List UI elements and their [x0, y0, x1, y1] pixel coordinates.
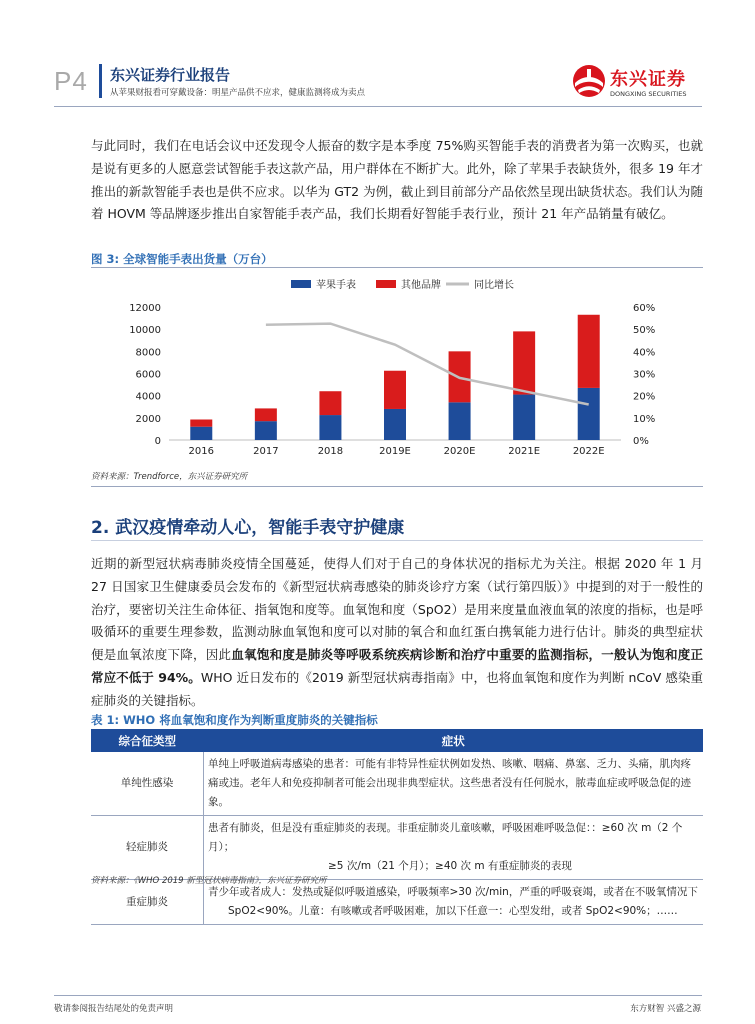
x-tick-label: 2017 — [253, 446, 279, 457]
figure-title: 图 3: 全球智能手表出货量（万台） — [91, 252, 273, 266]
y-axis-right — [633, 303, 655, 447]
bar-other — [578, 315, 600, 388]
table-cell-type: 重症肺炎 — [91, 880, 204, 925]
bar-apple — [255, 421, 277, 440]
footer-slogan: 东方财智 兴盛之源 — [630, 1004, 701, 1014]
paragraph-1: 与此同时，我们在电话会议中还发现令人振奋的数字是本季度 75%购买智能手表的消费者为第一次购买，也就是说有更多的人愿意尝试智能手表这款产品，用户群体在不断扩大。此外，除了苹果手表缺货外，很多 19 年才推出的新款智能手表也是供不应求。以华为 GT2 为例，截止到目前部分产品依然呈现出缺货状态。我们认为随着 HOVM 等品牌逐步推出自家智能手表产品，我们长期看好智能手表行业，预计 21 年产品销量有破亿。 — [91, 138, 703, 222]
y-right-tick-label: 10% — [633, 413, 656, 425]
y-right-tick-label: 30% — [633, 369, 656, 381]
bar-group — [190, 315, 599, 440]
y-left-tick-label: 6000 — [135, 369, 161, 381]
report-subtitle: 从苹果财报看可穿戴设备：明星产品供不应求，健康监测将成为卖点 — [110, 88, 366, 98]
y-left-tick-label: 4000 — [135, 391, 161, 403]
table-cell-symptoms — [204, 880, 704, 925]
x-tick-label: 2022E — [572, 446, 605, 457]
table-cell-type: 轻症肺炎 — [91, 816, 204, 880]
symptom-line: 青少年或者成人：发热或疑似呼吸道感染，呼吸频率>30 次/min，严重的呼吸衰竭，或者在不吸氧情况下 — [208, 886, 698, 898]
table-cell-type: 单纯性感染 — [91, 752, 204, 816]
section-rule — [91, 540, 703, 541]
table-row — [91, 880, 703, 925]
bar-apple — [449, 402, 471, 440]
legend-label-other: 其他品牌 — [401, 280, 441, 291]
y-right-tick-label: 0% — [633, 436, 649, 447]
who-criteria-table — [91, 729, 703, 925]
bar-other — [190, 419, 212, 426]
section-heading: 2. 武汉疫情牵动人心，智能手表守护健康 — [91, 518, 405, 538]
x-tick-label: 2020E — [443, 446, 476, 457]
y-right-tick-label: 60% — [633, 303, 656, 314]
y-left-tick-label: 0 — [154, 436, 161, 447]
paragraph-2-bold: 血氧饱和度是肺炎等呼吸系统疾病诊断和治疗中重要的监测指标，一般认为饱和度正常应不低于 94%。 — [91, 647, 703, 685]
paragraph-2 — [91, 553, 703, 713]
legend-label-apple: 苹果手表 — [316, 280, 356, 291]
legend-swatch-apple — [291, 280, 311, 288]
table-row — [91, 816, 703, 880]
table-cell-symptoms: 单纯上呼吸道病毒感染的患者：可能有非特异性症状例如发热、咳嗽、咽痛、鼻塞、乏力、头痛，肌肉疼痛或违。老年人和免疫抑制者可能会出现非典型症状。这些患者没有任何脱水，脓毒血症或呼吸急促的迹象。 — [204, 752, 704, 816]
header-divider-bar — [99, 64, 102, 98]
symptom-line: SpO2<90%。儿童：有咳嗽或者呼吸困难，加以下任意一：心型发绀，或者 SpO2<90%；…… — [228, 905, 678, 917]
bar-apple — [384, 409, 406, 440]
x-tick-label: 2021E — [508, 446, 541, 457]
y-right-tick-label: 20% — [633, 391, 656, 403]
paragraph-2-text-a: 近期的新型冠状病毒肺炎疫情全国蔓延，使得人们对于自己的身体状况的指标尤为关注。根据 2020 年 1 月 27 日国家卫生健康委员会发布的《新型冠状病毒感染的肺炎诊疗方案（试行第四版）》中提到的对于一般性的治疗，要密切关注生命体征、指氧饱和度等。血氧饱和度（SpO2）是用来度量血液血氧的浓度的指标，也是呼吸循环的重要生理参数，监测动脉血氧饱和度可以对肺的氧合和血红蛋白携氧能力进行估计。肺炎的典型症状便是血氧浓度下降，因此 — [91, 556, 703, 663]
paragraph-2-text-b: WHO 近日发布的《2019 新型冠状病毒指南》中，也将血氧饱和度作为判断 nCoV 感染重症肺炎的关键指标。 — [91, 669, 703, 708]
company-logo — [570, 62, 698, 106]
table-row — [91, 752, 703, 816]
y-right-tick-label: 40% — [633, 347, 656, 359]
bar-apple — [190, 427, 212, 440]
figure-source: 资料来源：Trendforce，东兴证券研究所 — [91, 472, 248, 482]
bar-apple — [319, 415, 341, 440]
bar-other — [513, 331, 535, 394]
figure-top-rule — [91, 267, 703, 268]
page-number: P4 — [54, 66, 88, 96]
chart-legend — [291, 278, 514, 291]
table-header-row — [91, 729, 703, 752]
y-left-tick-label: 2000 — [135, 413, 161, 425]
logo-text-en: DONGXING SECURITIES — [610, 90, 687, 98]
symptom-line: ≥5 次/m（21 个月）；≥40 次 m 有重症肺炎的表现 — [328, 860, 572, 872]
bar-apple — [578, 388, 600, 440]
bar-other — [384, 371, 406, 409]
legend-swatch-other — [376, 280, 396, 288]
table-title: 表 1: WHO 将血氧饱和度作为判断重度肺炎的关键指标 — [91, 713, 378, 727]
table-source: 资料来源：《WHO 2019 新型冠状病毒指南》，东兴证券研究所 — [91, 876, 327, 886]
table-header-symptoms: 症状 — [204, 729, 704, 752]
header-rule — [54, 106, 702, 107]
symptom-line: 患者有肺炎，但是没有重症肺炎的表现。非重症肺炎儿童咳嗽，呼吸困难呼吸急促：：≥60 次 m（2 个月）； — [208, 822, 683, 853]
logo-text-cn: 东兴证券 — [610, 69, 686, 90]
bar-apple — [513, 395, 535, 440]
table-header-type: 综合征类型 — [91, 729, 204, 752]
x-tick-label: 2019E — [379, 446, 411, 457]
footer-disclaimer: 敬请参阅报告结尾处的免责声明 — [54, 1004, 174, 1014]
x-tick-label: 2016 — [188, 446, 215, 457]
table-cell-symptoms — [204, 816, 704, 880]
report-title: 东兴证券行业报告 — [110, 66, 231, 84]
legend-label-growth: 同比增长 — [474, 280, 514, 291]
x-tick-label: 2018 — [317, 446, 344, 457]
y-right-tick-label: 50% — [633, 325, 656, 337]
growth-line — [266, 324, 589, 405]
figure-bottom-rule — [91, 486, 703, 487]
bar-other — [319, 391, 341, 415]
y-left-tick-label: 10000 — [129, 325, 161, 337]
y-left-tick-label: 8000 — [135, 347, 161, 359]
shipment-chart — [91, 270, 703, 462]
y-axis-left — [129, 303, 161, 447]
y-left-tick-label: 12000 — [129, 303, 161, 314]
footer-rule — [54, 995, 702, 996]
bar-other — [255, 408, 277, 421]
x-axis-labels — [189, 446, 605, 457]
